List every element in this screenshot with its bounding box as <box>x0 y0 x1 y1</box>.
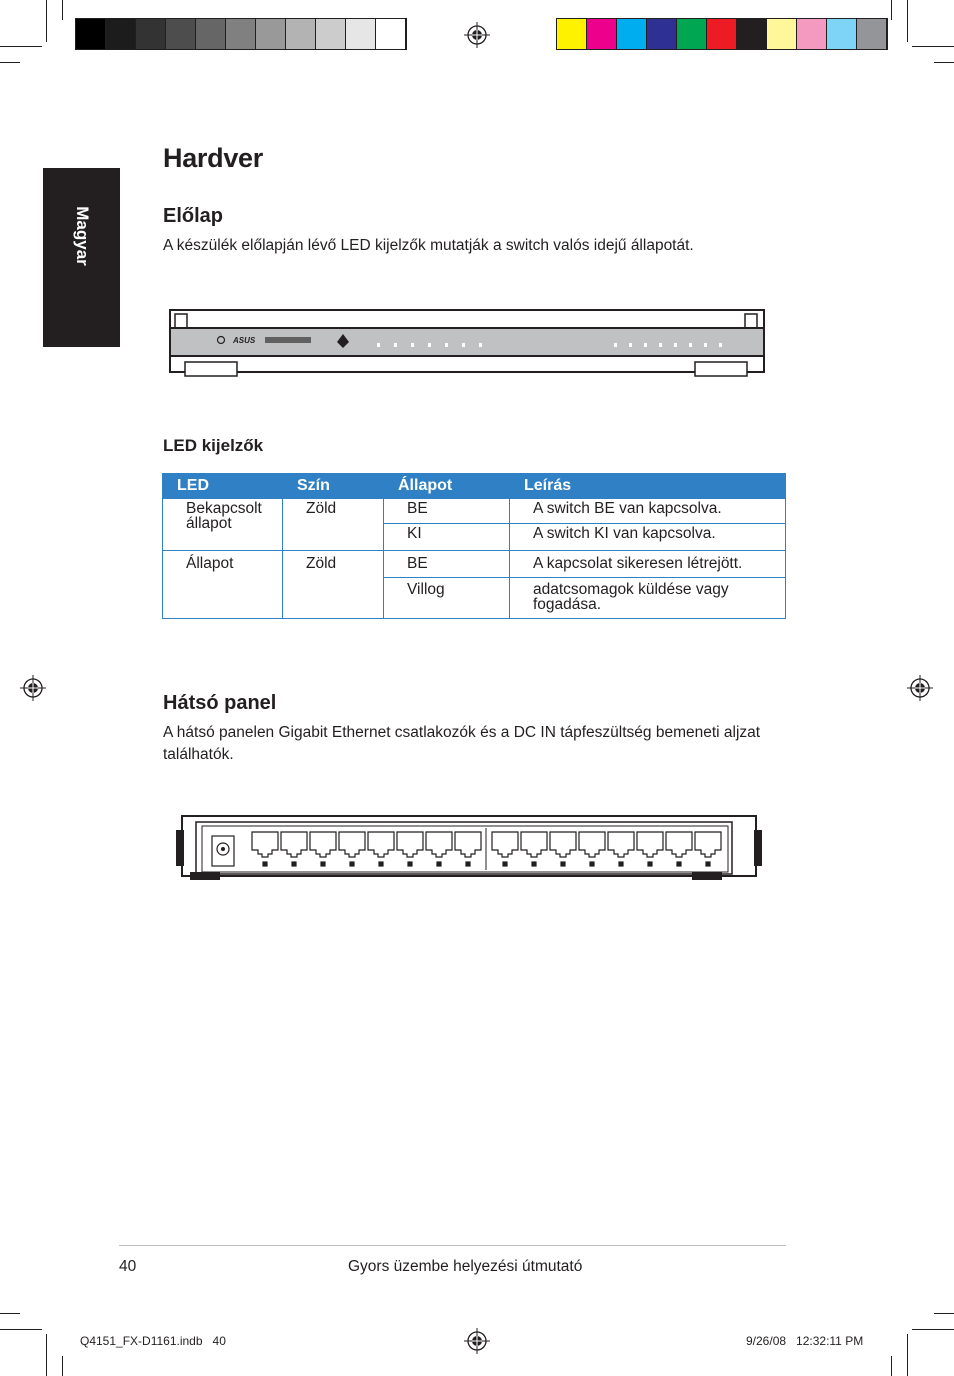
state-cell: Villog <box>384 578 510 619</box>
color-swatch <box>226 19 256 49</box>
color-swatch <box>857 19 887 49</box>
color-swatch <box>376 19 406 49</box>
color-swatch <box>316 19 346 49</box>
port-led-icon <box>379 862 383 866</box>
page-title: Hardver <box>163 143 263 173</box>
port-led-icon <box>648 862 652 866</box>
description-cell: A switch KI van kapcsolva. <box>510 524 786 551</box>
color-swatch <box>196 19 226 49</box>
process-color-bar <box>556 18 888 50</box>
color-swatch <box>737 19 767 49</box>
svg-text:ASUS: ASUS <box>233 336 256 345</box>
led-table-header-row <box>163 474 786 499</box>
state-cell: KI <box>384 524 510 551</box>
color-cell: Zöld <box>283 551 384 619</box>
crop-mark <box>912 46 954 47</box>
color-cell: Zöld <box>283 499 384 551</box>
description-cell: A switch BE van kapcsolva. <box>510 499 786 524</box>
front-panel-text: A készülék előlapján lévő LED kijelzők mutatják a switch valós idejű állapotát. <box>163 237 694 254</box>
color-swatch <box>647 19 677 49</box>
front-panel-illustration <box>167 308 767 380</box>
color-swatch <box>707 19 737 49</box>
page-number: 40 <box>119 1258 137 1275</box>
registration-mark-icon <box>464 1328 490 1354</box>
port-led-icon <box>532 862 536 866</box>
crop-mark <box>912 1329 954 1330</box>
led-cell: Bekapcsolt állapot <box>163 499 283 551</box>
slug-datetime: 9/26/08 12:32:11 PM <box>746 1334 864 1348</box>
port-led-icon <box>408 862 412 866</box>
color-swatch <box>136 19 166 49</box>
color-swatch <box>106 19 136 49</box>
color-swatch <box>587 19 617 49</box>
color-swatch <box>76 19 106 49</box>
led-table <box>162 473 786 619</box>
crop-mark <box>891 0 892 20</box>
led-cell: Állapot <box>163 551 283 619</box>
table-row <box>163 551 786 578</box>
led-table-caption: LED kijelzők <box>163 436 264 455</box>
port-led-icon <box>350 862 354 866</box>
color-swatch <box>256 19 286 49</box>
crop-mark <box>62 0 63 20</box>
crop-mark <box>0 1313 20 1314</box>
description-cell: A kapcsolat sikeresen létrejött. <box>510 551 786 578</box>
color-swatch <box>617 19 647 49</box>
crop-mark <box>907 1334 908 1376</box>
color-swatch <box>166 19 196 49</box>
color-swatch <box>767 19 797 49</box>
header-description: Leírás <box>510 474 786 499</box>
registration-mark-icon <box>907 675 933 701</box>
color-swatch <box>677 19 707 49</box>
crop-mark <box>0 62 20 63</box>
header-led: LED <box>163 474 283 499</box>
port-led-icon <box>263 862 267 866</box>
language-tab <box>43 168 120 347</box>
color-swatch <box>557 19 587 49</box>
crop-mark <box>934 62 954 63</box>
crop-mark <box>46 1334 47 1376</box>
header-state: Állapot <box>384 474 510 499</box>
color-swatch <box>797 19 827 49</box>
guide-title: Gyors üzembe helyezési útmutató <box>348 1258 583 1275</box>
crop-mark <box>62 1356 63 1376</box>
state-cell: BE <box>384 499 510 524</box>
crop-mark <box>0 46 42 47</box>
port-led-icon <box>321 862 325 866</box>
port-led-icon <box>466 862 470 866</box>
crop-mark <box>907 0 908 42</box>
language-tab-label: Magyar <box>72 206 92 266</box>
port-led-icon <box>619 862 623 866</box>
state-cell: BE <box>384 551 510 578</box>
port-led-icon <box>706 862 710 866</box>
rear-panel-text: A hátsó panelen Gigabit Ethernet csatlakozók és a DC IN tápfeszültség bemeneti aljzat találhatók. <box>163 724 761 763</box>
crop-mark <box>0 1329 42 1330</box>
rear-panel-illustration <box>176 812 762 884</box>
port-led-icon <box>590 862 594 866</box>
header-color: Szín <box>283 474 384 499</box>
description-cell: adatcsomagok küldése vagy fogadása. <box>510 578 786 619</box>
color-swatch <box>286 19 316 49</box>
crop-mark <box>891 1356 892 1376</box>
color-swatch <box>346 19 376 49</box>
registration-mark-icon <box>464 22 490 48</box>
port-led-icon <box>561 862 565 866</box>
port-led-icon <box>677 862 681 866</box>
rear-panel-heading: Hátsó panel <box>163 692 277 714</box>
port-led-icon <box>437 862 441 866</box>
front-panel-heading: Előlap <box>163 205 224 227</box>
port-led-icon <box>503 862 507 866</box>
table-row <box>163 499 786 524</box>
crop-mark <box>934 1313 954 1314</box>
footer-divider <box>119 1245 786 1246</box>
color-swatch <box>827 19 857 49</box>
slug-file: Q4151_FX-D1161.indb 40 <box>80 1334 226 1348</box>
registration-mark-icon <box>20 675 46 701</box>
grayscale-color-bar <box>75 18 407 50</box>
port-led-icon <box>292 862 296 866</box>
crop-mark <box>46 0 47 42</box>
